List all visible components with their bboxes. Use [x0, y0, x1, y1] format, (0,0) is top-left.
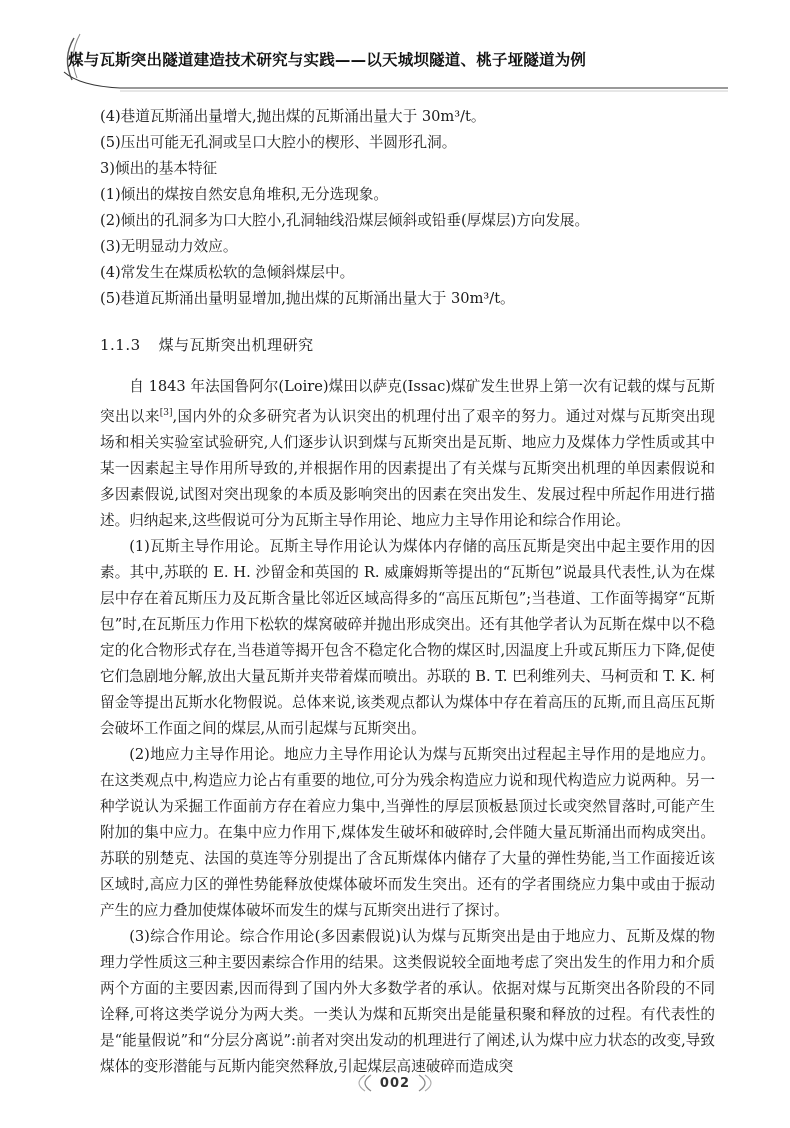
running-header: [60, 28, 740, 98]
right-ornament-icon: [415, 1073, 441, 1093]
list-item: (2)倾出的孔洞多为口大腔小,孔洞轴线沿煤层倾斜或铅垂(厚煤层)方向发展。: [100, 212, 590, 229]
section-title: 煤与瓦斯突出机理研究: [158, 336, 314, 354]
paragraph-text: 自 1843 年法国鲁阿尔(Loire)煤田以萨克(Issac)煤矿发生世界上第一次有记载的煤与瓦斯突出以来: [100, 378, 715, 425]
list-item: (5)巷道瓦斯涌出量明显增加,抛出煤的瓦斯涌出量大于 30m³/t。: [100, 290, 515, 307]
citation-ref: [3]: [159, 408, 173, 418]
page-footer: [0, 1072, 790, 1093]
list-item: (1)倾出的煤按自然安息角堆积,无分选现象。: [100, 186, 389, 203]
paragraph-text: ,国内外的众多研究者为认识突出的机理付出了艰辛的努力。通过对煤与瓦斯突出现场和相关实验室试验研究,人们逐步认识到煤与瓦斯突出是瓦斯、地应力及煤体力学性质或其中某一因素起主导作用所导致的,并根据作用的因素提出了有关煤与瓦斯突出机理的单因素假说和多因素假说,试图对突出现象的本质及影响突出的因素在突出发生、发展过程中所起作用进行描述。归纳起来,这些假说可分为瓦斯主导作用论、地应力主导作用论和综合作用论。: [100, 407, 715, 529]
page-body: [100, 104, 715, 1080]
list-item: (3)无明显动力效应。: [100, 238, 238, 255]
list-item: (5)压出可能无孔洞或呈口大腔小的楔形、半圆形孔洞。: [100, 134, 457, 151]
left-ornament-icon: [349, 1073, 375, 1093]
paragraph-gas-dominant: (1)瓦斯主导作用论。瓦斯主导作用论认为煤体内存储的高压瓦斯是突出中起主要作用的因素。其中,苏联的 E. H. 沙留金和英国的 R. 威廉姆斯等提出的“瓦斯包”说最具代表性,认为在煤层中存在着瓦斯压力及瓦斯含量比邻近区域高得多的“高压瓦斯包”;当巷道、工作面等揭穿“瓦斯包”时,在瓦斯压力作用下松软的煤窝破碎并抛出形成突出。还有其他学者认为瓦斯在煤中以不稳定的化合物形式存在,当巷道等揭开包含不稳定化合物的煤区时,因温度上升或瓦斯压力下降,促使它们急剧地分解,放出大量瓦斯并夹带着煤而喷出。苏联的 B. T. 巴利维列夫、马柯贡和 T. K. 柯留金等提出瓦斯水化物假说。总体来说,该类观点都认为煤体中存在着高压的瓦斯,而且高压瓦斯会破坏工作面之间的煤层,从而引起煤与瓦斯突出。: [100, 537, 715, 737]
section-number: 1.1.3: [100, 336, 141, 354]
list-item: (4)巷道瓦斯涌出量增大,抛出煤的瓦斯涌出量大于 30m³/t。: [100, 108, 486, 125]
section-heading: [100, 332, 715, 358]
subheading: 3)倾出的基本特征: [100, 160, 218, 177]
paragraph-combined: (3)综合作用论。综合作用论(多因素假说)认为煤与瓦斯突出是由于地应力、瓦斯及煤的物理力学性质这三种主要因素综合作用的结果。这类假说较全面地考虑了突出发生的作用力和介质两个方面的主要因素,因而得到了国内外大多数学者的承认。依据对煤与瓦斯突出各阶段的不同诠释,可将这类学说分为两大类。一类认为煤和瓦斯突出是能量积聚和释放的过程。有代表性的是“能量假说”和“分层分离说”:前者对突出发动的机理进行了阐述,认为煤中应力状态的改变,导致煤体的变形潜能与瓦斯内能突然释放,引起煤层高速破碎而造成突: [100, 927, 715, 1075]
paragraph-intro: [100, 374, 715, 534]
page-number: 002: [379, 1076, 411, 1091]
paragraph-stress-dominant: (2)地应力主导作用论。地应力主导作用论认为煤与瓦斯突出过程起主导作用的是地应力。在这类观点中,构造应力论占有重要的地位,可分为残余构造应力说和现代构造应力说两种。另一种学说认为采掘工作面前方存在着应力集中,当弹性的厚层顶板悬顶过长或突然冒落时,可能产生附加的集中应力。在集中应力作用下,煤体发生破坏和破碎时,会伴随大量瓦斯涌出而构成突出。苏联的别楚克、法国的莫连等分别提出了含瓦斯煤体内储存了大量的弹性势能,当工作面接近该区域时,高应力区的弹性势能释放使煤体破坏而发生突出。还有的学者围绕应力集中或由于振动产生的应力叠加使煤体破坏而发生的煤与瓦斯突出进行了探讨。: [100, 745, 715, 919]
header-title: 煤与瓦斯突出隧道建造技术研究与实践——以天城坝隧道、桃子垭隧道为例: [68, 51, 587, 69]
list-item: (4)常发生在煤质松软的急倾斜煤层中。: [100, 264, 355, 281]
